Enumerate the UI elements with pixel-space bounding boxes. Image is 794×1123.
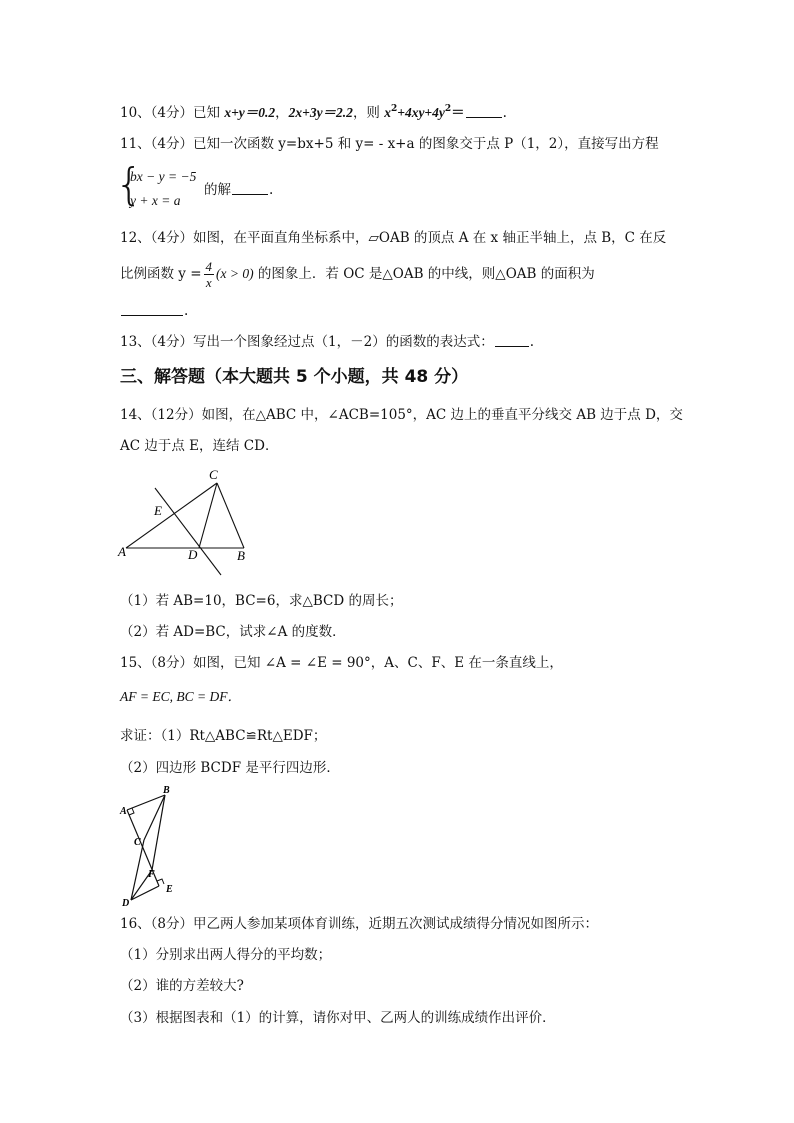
q12-period: . — [184, 303, 189, 319]
q15-label-a: A — [120, 806, 127, 817]
q11-equation-2: y + x = a — [130, 193, 181, 208]
question-16-sub-2: （2）谁的方差较大? — [120, 978, 244, 994]
question-14-line-1: 14、（12分）如图，在△ABC 中，∠ACB=105°，AC 边上的垂直平分线交 AB 边于点 D，交 — [120, 407, 683, 423]
q10-number: 10、（4分）已知 — [120, 105, 225, 121]
q14-segment-cb — [217, 483, 244, 548]
q14-segment-cd — [199, 483, 217, 548]
q12-denominator: x — [205, 275, 212, 290]
question-11: 11、（4分）已知一次函数 y=bx+5 和 y= - x+a 的图象交于点 P（1，2），直接写出方程 — [120, 136, 659, 152]
q11-period: . — [269, 182, 274, 198]
q15-figure — [110, 782, 190, 908]
question-14-line-2: AC 边于点 E，连结 CD． — [120, 438, 279, 454]
q11-brace: { — [115, 159, 143, 210]
question-15-line-3: 求证：（1）Rt△ABC≌Rt△EDF； — [120, 728, 327, 744]
q10-equation-1: x+y＝0.2 — [224, 105, 276, 120]
question-12-line-1: 12、（4分）如图，在平面直角坐标系中，▱OAB 的顶点 A 在 x 轴正半轴上，点 B，C 在反 — [120, 230, 667, 246]
q12-answer-line — [120, 302, 188, 320]
q10-expr-mid: +4xy+4y — [397, 105, 445, 120]
q11-answer-blank[interactable] — [232, 182, 268, 195]
question-15-line-2: AF = EC, BC = DF． — [120, 689, 241, 704]
q12-domain: (x > 0) — [216, 266, 254, 281]
q14-label-c: C — [209, 467, 218, 482]
q15-label-d: D — [122, 898, 130, 908]
q10-expr-x: x — [384, 105, 391, 120]
q14-segment-ac — [126, 483, 217, 548]
question-13 — [120, 333, 534, 351]
q10-expr-eq: ＝ — [451, 105, 465, 121]
q15-segment-bf — [152, 795, 165, 870]
q11-tail: 的解 — [204, 182, 231, 198]
q15-label-b: B — [163, 785, 170, 796]
q10-separator: ， — [275, 105, 289, 121]
question-14-sub-1: （1）若 AB=10，BC=6，求△BCD 的周长； — [120, 593, 403, 609]
question-10: 10、（4分）已知 x+y＝0.2，2x+3y＝2.2，则 $x^2+4xy+4y^2=$ . — [120, 104, 507, 121]
q13-period: . — [529, 334, 534, 350]
q10-answer-blank[interactable] — [466, 105, 502, 118]
q14-triangle-figure — [110, 462, 260, 580]
question-15-line-4: （2）四边形 BCDF 是平行四边形． — [120, 760, 340, 776]
section-3-heading: 三、解答题（本大题共 5 个小题，共 48 分） — [120, 367, 469, 387]
q11-solution-prompt — [204, 181, 273, 199]
q14-label-e: E — [154, 503, 162, 518]
q12-rest: 的图象上．若 OC 是△OAB 的中线，则△OAB 的面积为 — [253, 266, 595, 282]
q14-label-a: A — [118, 544, 126, 559]
question-15-line-1: 15、（8分）如图，已知 ∠A = ∠E = 90°，A、C、F、E 在一条直线上， — [120, 655, 563, 671]
q10-then: ，则 — [352, 105, 385, 121]
question-16-sub-1: （1）分别求出两人得分的平均数； — [120, 947, 332, 963]
q15-label-c: C — [134, 837, 141, 848]
q14-label-d: D — [188, 547, 198, 562]
q12-numerator: 4 — [205, 259, 213, 274]
question-14-sub-2: （2）若 AD=BC，试求∠A 的度数． — [120, 624, 346, 640]
q15-label-e: E — [166, 884, 173, 895]
q13-answer-blank[interactable] — [495, 334, 529, 347]
q15-label-f: F — [148, 869, 155, 880]
question-16-sub-3: （3）根据图表和（1）的计算，请你对甲、乙两人的训练成绩作出评价． — [120, 1010, 556, 1026]
question-16-line-1: 16、（8分）甲乙两人参加某项体育训练，近期五次测试成绩得分情况如图所示： — [120, 916, 599, 932]
q12-answer-blank[interactable] — [121, 303, 183, 316]
q10-equation-2: 2x+3y＝2.2 — [288, 105, 353, 120]
q14-label-b: B — [237, 548, 245, 563]
question-12-line-2 — [120, 259, 595, 290]
q11-equation-1: bx − y = −5 — [130, 169, 197, 184]
q12-function-prefix: 比例函数 y = — [120, 266, 202, 282]
q12-fraction — [204, 259, 215, 290]
q13-text: 13、（4分）写出一个图象经过点（1，－2）的函数的表达式： — [120, 334, 494, 350]
q10-period: . — [502, 105, 507, 121]
